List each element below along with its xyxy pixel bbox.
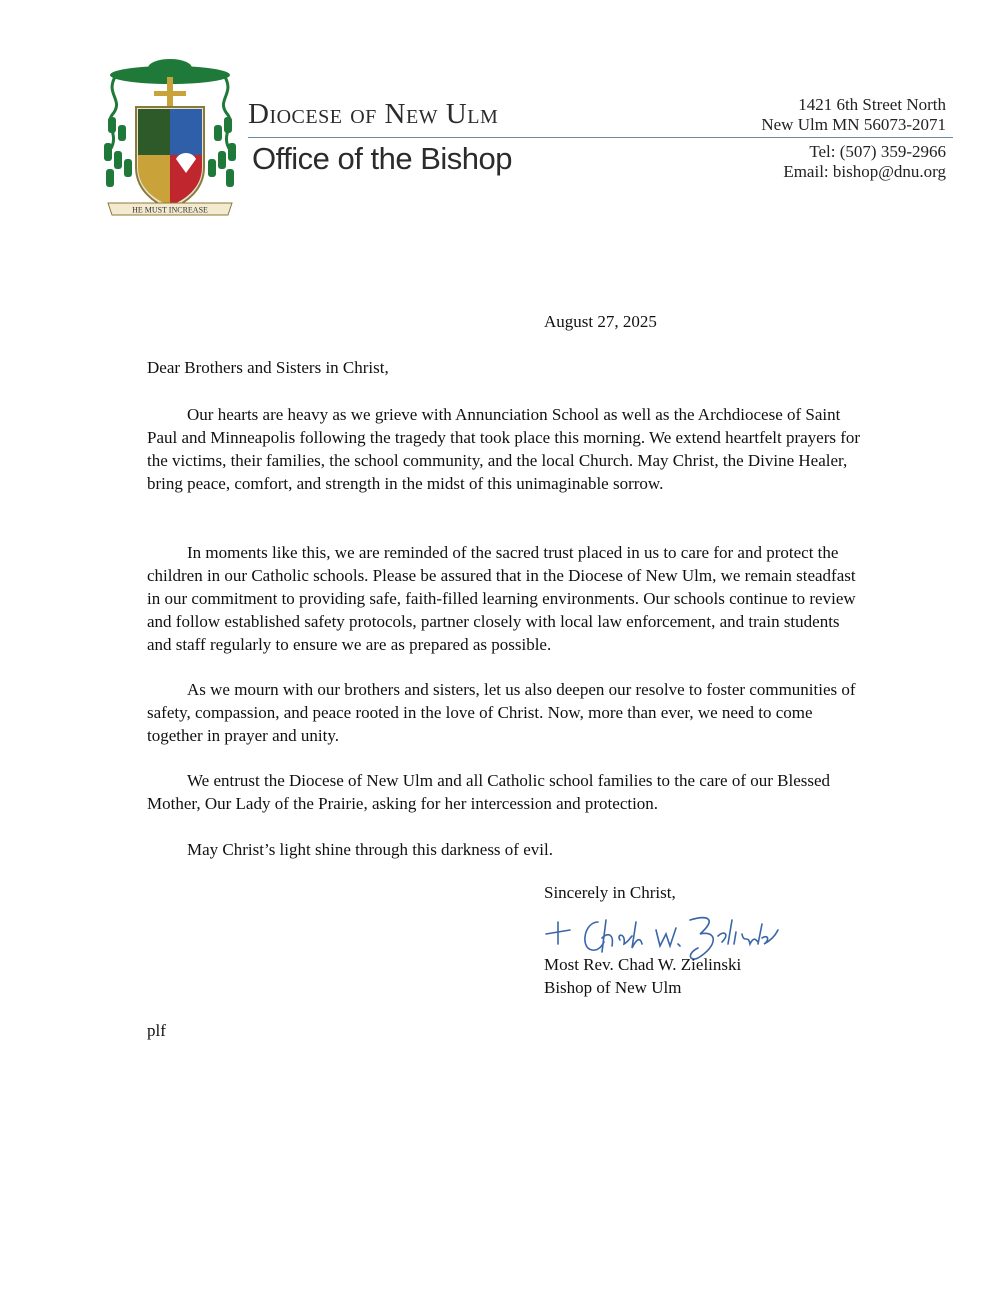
office-name: Office of the Bishop <box>252 141 512 176</box>
galero-hat-crown <box>148 59 192 77</box>
paragraph-5: May Christ’s light shine through this darkness of evil. <box>187 840 553 859</box>
typist-initials: plf <box>147 1021 166 1040</box>
paragraph-1: Our hearts are heavy as we grieve with Annunciation School as well as the Archdiocese of Saint Paul and Minneapolis following the tragedy that took place this morning. We extend heartfelt prayers for the victims, their families, the school community, and the local Church. May Christ, the Divine Healer, bring peace, comfort, and strength in the midst of this unimaginable sorrow. <box>147 405 861 493</box>
right-cords <box>223 77 230 150</box>
cross-horizontal <box>154 91 186 96</box>
diocese-name: Diocese of New Ulm <box>248 98 499 130</box>
tassels-right <box>208 117 236 187</box>
address-block <box>761 95 946 135</box>
closing: Sincerely in Christ, <box>544 883 676 902</box>
address-line-2: New Ulm MN 56073-2071 <box>761 115 946 134</box>
signer-name: Most Rev. Chad W. Zielinski <box>544 955 742 974</box>
paragraph-2: In moments like this, we are reminded of the sacred trust placed in us to care for and protect the children in our Catholic schools. Please be assured that in the Diocese of New Ulm, we remain steadfast in our commitment to providing safe, faith-filled learning environments. Our schools continue to review and follow established safety protocols, partner closely with local law enforcement, and train students and staff regularly to ensure we are as prepared as possible. <box>147 543 856 654</box>
coat-of-arms-logo <box>100 55 240 223</box>
paragraph-3: As we mourn with our brothers and sisters, let us also deepen our resolve to foster communities of safety, compassion, and peace rooted in the love of Christ. Now, more than ever, we need to come together in prayer and unity. <box>147 680 856 745</box>
left-cords <box>110 77 117 150</box>
shield-green-quarter <box>138 109 170 155</box>
address-line-1: 1421 6th Street North <box>798 95 946 114</box>
letterhead-rule <box>248 137 953 138</box>
signer-title: Bishop of New Ulm <box>544 978 682 997</box>
letter-date: August 27, 2025 <box>544 312 657 331</box>
motto-text: HE MUST INCREASE <box>132 205 208 215</box>
salutation: Dear Brothers and Sisters in Christ, <box>147 358 389 377</box>
contact-block <box>783 142 946 182</box>
signature-block <box>544 953 741 999</box>
paragraph-4: We entrust the Diocese of New Ulm and all Catholic school families to the care of our Blessed Mother, Our Lady of the Prairie, asking for her intercession and protection. <box>147 771 831 813</box>
email: Email: bishop@dnu.org <box>783 162 946 181</box>
tassels-left <box>104 117 132 187</box>
telephone: Tel: (507) 359-2966 <box>809 142 946 161</box>
shield-blue-quarter <box>170 109 202 155</box>
